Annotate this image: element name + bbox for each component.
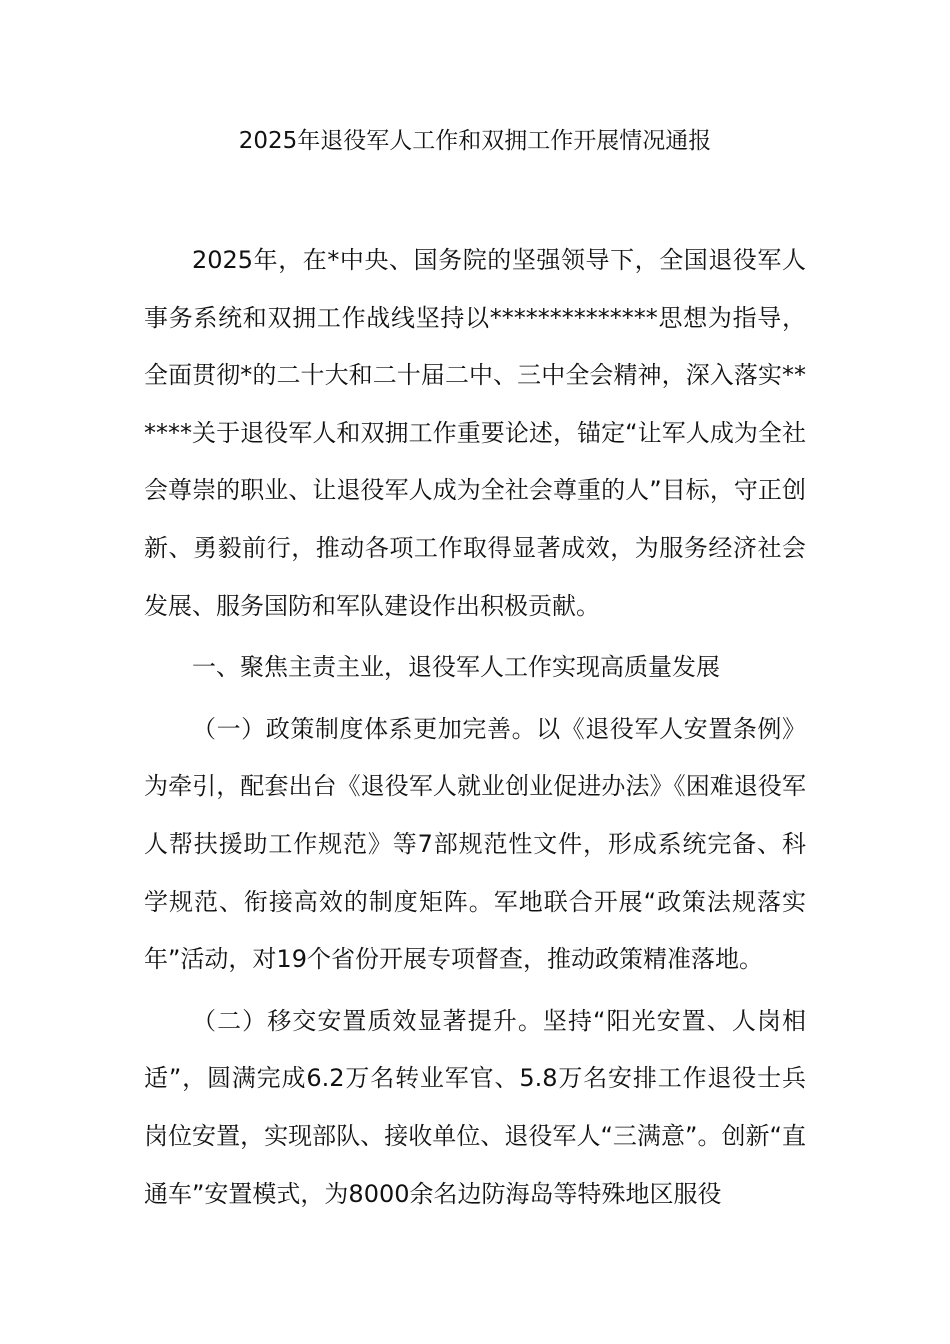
section-heading-1: 一、聚焦主责主业，退役军人工作实现高质量发展 [192,653,720,682]
document-body [144,232,806,1223]
subsection-1-paragraph: （一）政策制度体系更加完善。以《退役军人安置条例》为牵引，配套出台《退役军人就业创业促进办法》《困难退役军人帮扶援助工作规范》等7部规范性文件，形成系统完备、科学规范、衔接高效的制度矩阵。军地联合开展“政策法规落实年”活动，对19个省份开展专项督查，推动政策精准落地。 [144,714,806,974]
subsection-2-paragraph: （二）移交安置质效显著提升。坚持“阳光安置、人岗相适”，圆满完成6.2万名转业军官、5.8万名安排工作退役士兵岗位安置，实现部队、接收单位、退役军人“三满意”。创新“直通车”安置模式，为8000余名边防海岛等特殊地区服役 [144,1006,806,1208]
intro-paragraph: 2025年，在*中央、国务院的坚强领导下，全国退役军人事务系统和双拥工作战线坚持以**************思想为指导，全面贯彻*的二十大和二十届二中、三中全会精神，深入落实******关于退役军人和双拥工作重要论述，锚定“让军人成为全社会尊崇的职业、让退役军人成为全社会尊重的人”目标，守正创新、勇毅前行，推动各项工作取得显著成效，为服务经济社会发展、服务国防和军队建设作出积极贡献。 [144,246,806,620]
document-title: 2025年退役军人工作和双拥工作开展情况通报 [238,128,712,154]
